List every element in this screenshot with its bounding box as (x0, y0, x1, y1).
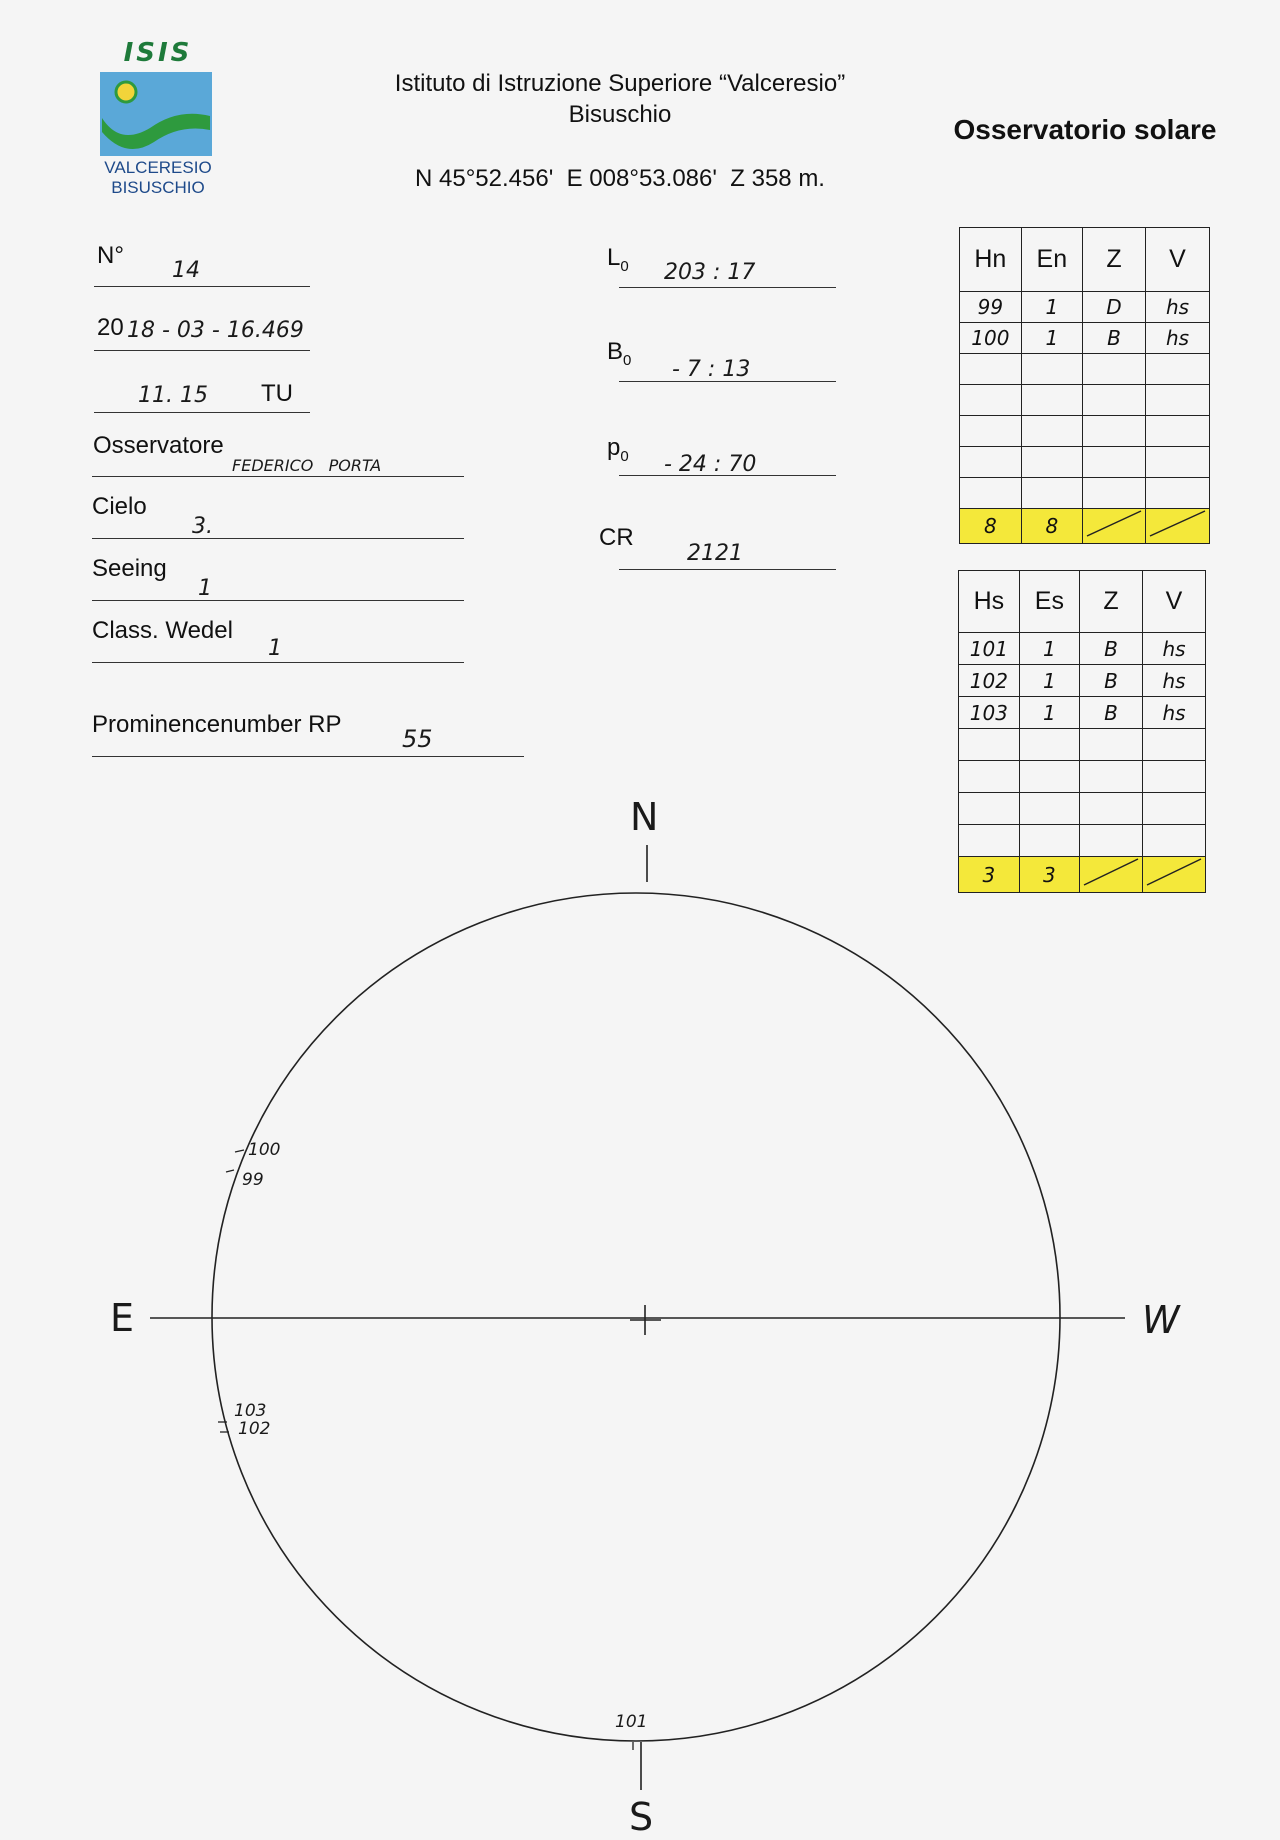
sky-label: Cielo (92, 493, 147, 520)
mark-102: 102 (238, 1419, 271, 1439)
cr-label: CR (599, 524, 634, 551)
table-cell: 100 (960, 323, 1022, 354)
observatory-coords: N 45°52.456' E 008°53.086' Z 358 m. (415, 165, 825, 192)
table-cell: hs (1142, 665, 1205, 697)
logo-brand: ISIS (123, 38, 193, 68)
table-cell: 1 (1021, 323, 1082, 354)
mark-100: 100 (248, 1140, 281, 1160)
mark-99: 99 (242, 1170, 264, 1190)
seeing-label: Seeing (92, 555, 167, 582)
p0-value: - 24 : 70 (664, 452, 757, 477)
north-header-en: En (1021, 228, 1082, 292)
table-cell: hs (1145, 292, 1209, 323)
table-cell: hs (1142, 697, 1205, 729)
north-total-spots: 8 (1021, 509, 1082, 544)
l0-symbol: L (607, 244, 621, 271)
table-cell: hs (1145, 323, 1209, 354)
table-cell: 1 (1021, 292, 1082, 323)
p0-sub: 0 (620, 447, 629, 465)
b0-symbol: B (607, 338, 624, 365)
mark-101: 101 (615, 1712, 648, 1732)
l0-value: 203 : 17 (664, 260, 756, 285)
prominence-label: Prominencenumber RP (92, 711, 342, 738)
observer-value: FEDERICO PORTA (232, 456, 382, 475)
institute-town: Bisuschio (568, 101, 672, 128)
date-value: 18 - 03 - 16.469 (127, 318, 304, 343)
observer-label: Osservatore (93, 432, 224, 459)
wedel-label: Class. Wedel (92, 617, 233, 644)
tick-99 (226, 1170, 234, 1172)
table-cell: 1 (1019, 665, 1079, 697)
north-label: N (630, 795, 659, 839)
north-header-hn: Hn (960, 228, 1022, 292)
wedel-value: 1 (268, 636, 282, 661)
table-cell: B (1079, 665, 1142, 697)
table-cell: D (1082, 292, 1145, 323)
south-header-es: Es (1019, 571, 1079, 633)
mark-103: 103 (234, 1401, 267, 1421)
table-cell: 99 (960, 292, 1022, 323)
table-cell: 1 (1019, 633, 1079, 665)
south-total-groups: 3 (959, 857, 1020, 893)
east-label: E (110, 1296, 135, 1340)
north-header-v: V (1145, 228, 1209, 292)
l0-sub: 0 (620, 257, 629, 275)
time-unit: TU (261, 380, 293, 407)
number-value: 14 (172, 258, 200, 283)
south-total-spots: 3 (1019, 857, 1079, 893)
table-cell: 101 (959, 633, 1020, 665)
p0-symbol: p (607, 434, 621, 461)
institute-name: Istituto di Istruzione Superiore “Valceresio” (394, 70, 846, 97)
b0-value: - 7 : 13 (672, 357, 751, 382)
page-title: Osservatorio solare (953, 114, 1217, 145)
table-cell: 102 (959, 665, 1020, 697)
table-cell: B (1079, 633, 1142, 665)
logo-line1: VALCERESIO (104, 158, 212, 177)
seeing-value: 1 (198, 576, 212, 601)
south-header-hs: Hs (959, 571, 1020, 633)
table-cell: B (1079, 697, 1142, 729)
solar-disk (212, 893, 1060, 1741)
time-value: 11. 15 (138, 383, 208, 408)
table-cell: B (1082, 323, 1145, 354)
south-header-z: Z (1079, 571, 1142, 633)
sky-value: 3. (192, 514, 213, 539)
b0-sub: 0 (623, 351, 632, 369)
tick-100 (235, 1150, 244, 1152)
west-label: W (1142, 1298, 1180, 1342)
table-cell: hs (1142, 633, 1205, 665)
prominence-value: 55 (402, 725, 433, 753)
south-label: S (629, 1795, 654, 1839)
table-cell: 1 (1019, 697, 1079, 729)
north-header-z: Z (1082, 228, 1145, 292)
logo-line2: BISUSCHIO (111, 178, 205, 197)
cr-value: 2121 (687, 541, 743, 566)
table-cell: 103 (959, 697, 1020, 729)
date-prefix: 20 (97, 314, 124, 341)
north-total-groups: 8 (960, 509, 1022, 544)
number-label: N° (97, 242, 124, 269)
south-header-v: V (1142, 571, 1205, 633)
